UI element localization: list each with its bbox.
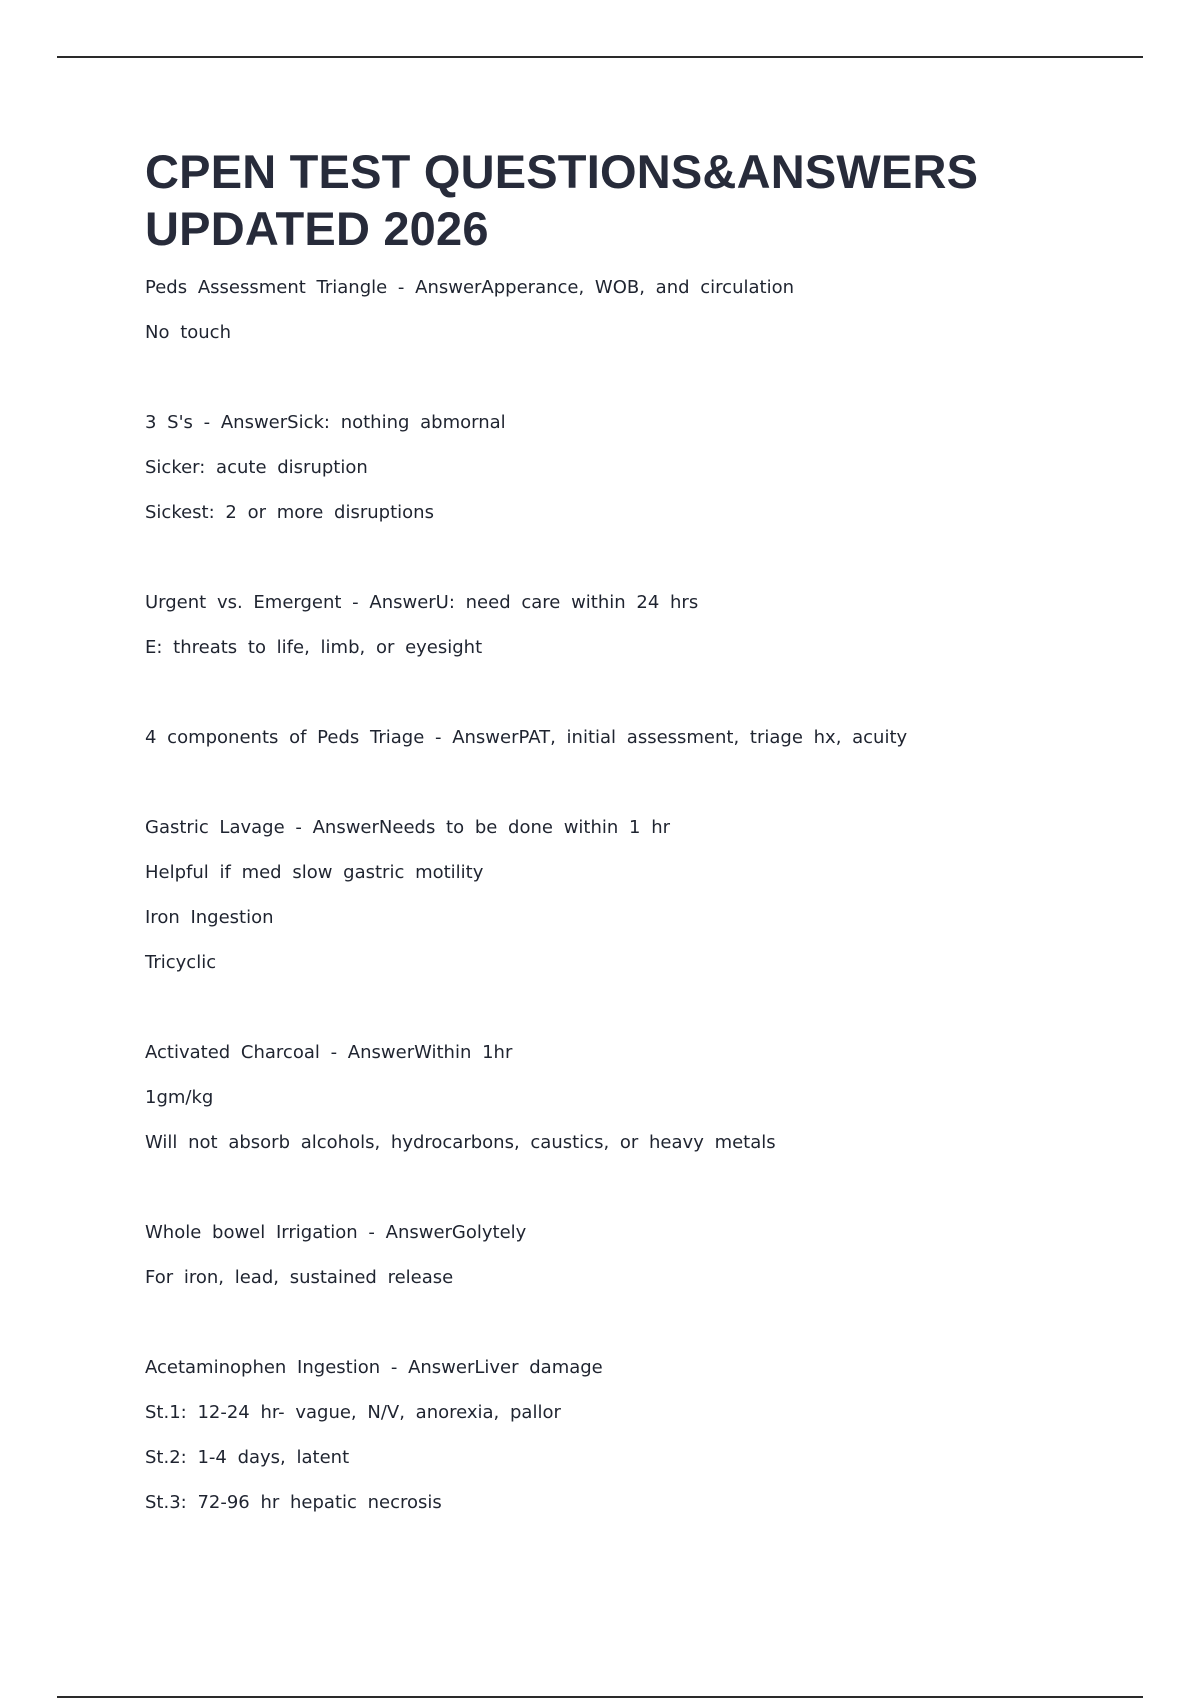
footer-rule <box>57 1696 1143 1698</box>
title-line: UPDATED 2026 <box>145 202 489 255</box>
qa-answer-line: No touch <box>145 322 231 343</box>
qa-entry <box>145 580 1105 670</box>
qa-question-line: 4 components of Peds Triage - AnswerPAT, initial assessment, triage hx, acuity <box>145 727 908 748</box>
qa-entry <box>145 715 1105 760</box>
qa-answer-line: 1gm/kg <box>145 1087 214 1108</box>
qa-answer-line: Sickest: 2 or more disruptions <box>145 502 434 523</box>
qa-entry <box>145 1210 1105 1300</box>
qa-entry <box>145 1345 1105 1525</box>
qa-entry <box>145 805 1105 985</box>
qa-answer-line: St.2: 1-4 days, latent <box>145 1447 350 1468</box>
qa-question-line: Acetaminophen Ingestion - AnswerLiver damage <box>145 1357 603 1378</box>
qa-answer-line: Helpful if med slow gastric motility <box>145 862 484 883</box>
qa-answer-line: E: threats to life, limb, or eyesight <box>145 637 483 658</box>
document-body <box>145 143 1105 1570</box>
qa-list <box>145 265 1105 1525</box>
qa-question-line: Activated Charcoal - AnswerWithin 1hr <box>145 1042 513 1063</box>
qa-entry <box>145 265 1105 355</box>
qa-question-line: Urgent vs. Emergent - AnswerU: need care within 24 hrs <box>145 592 699 613</box>
header-rule <box>57 56 1143 58</box>
qa-answer-line: St.3: 72-96 hr hepatic necrosis <box>145 1492 442 1513</box>
qa-question-line: Peds Assessment Triangle - AnswerApperance, WOB, and circulation <box>145 277 794 298</box>
qa-question-line: Whole bowel Irrigation - AnswerGolytely <box>145 1222 527 1243</box>
qa-entry <box>145 1030 1105 1165</box>
qa-answer-line: St.1: 12-24 hr- vague, N/V, anorexia, pallor <box>145 1402 561 1423</box>
qa-answer-line: For iron, lead, sustained release <box>145 1267 454 1288</box>
qa-answer-line: Tricyclic <box>145 952 217 973</box>
qa-answer-line: Will not absorb alcohols, hydrocarbons, caustics, or heavy metals <box>145 1132 776 1153</box>
qa-answer-line: Iron Ingestion <box>145 907 274 928</box>
qa-question-line: 3 S's - AnswerSick: nothing abmornal <box>145 412 506 433</box>
qa-answer-line: Sicker: acute disruption <box>145 457 368 478</box>
document-title <box>145 143 1105 257</box>
title-line: CPEN TEST QUESTIONS&ANSWERS <box>145 145 979 198</box>
qa-entry <box>145 400 1105 535</box>
qa-question-line: Gastric Lavage - AnswerNeeds to be done within 1 hr <box>145 817 671 838</box>
